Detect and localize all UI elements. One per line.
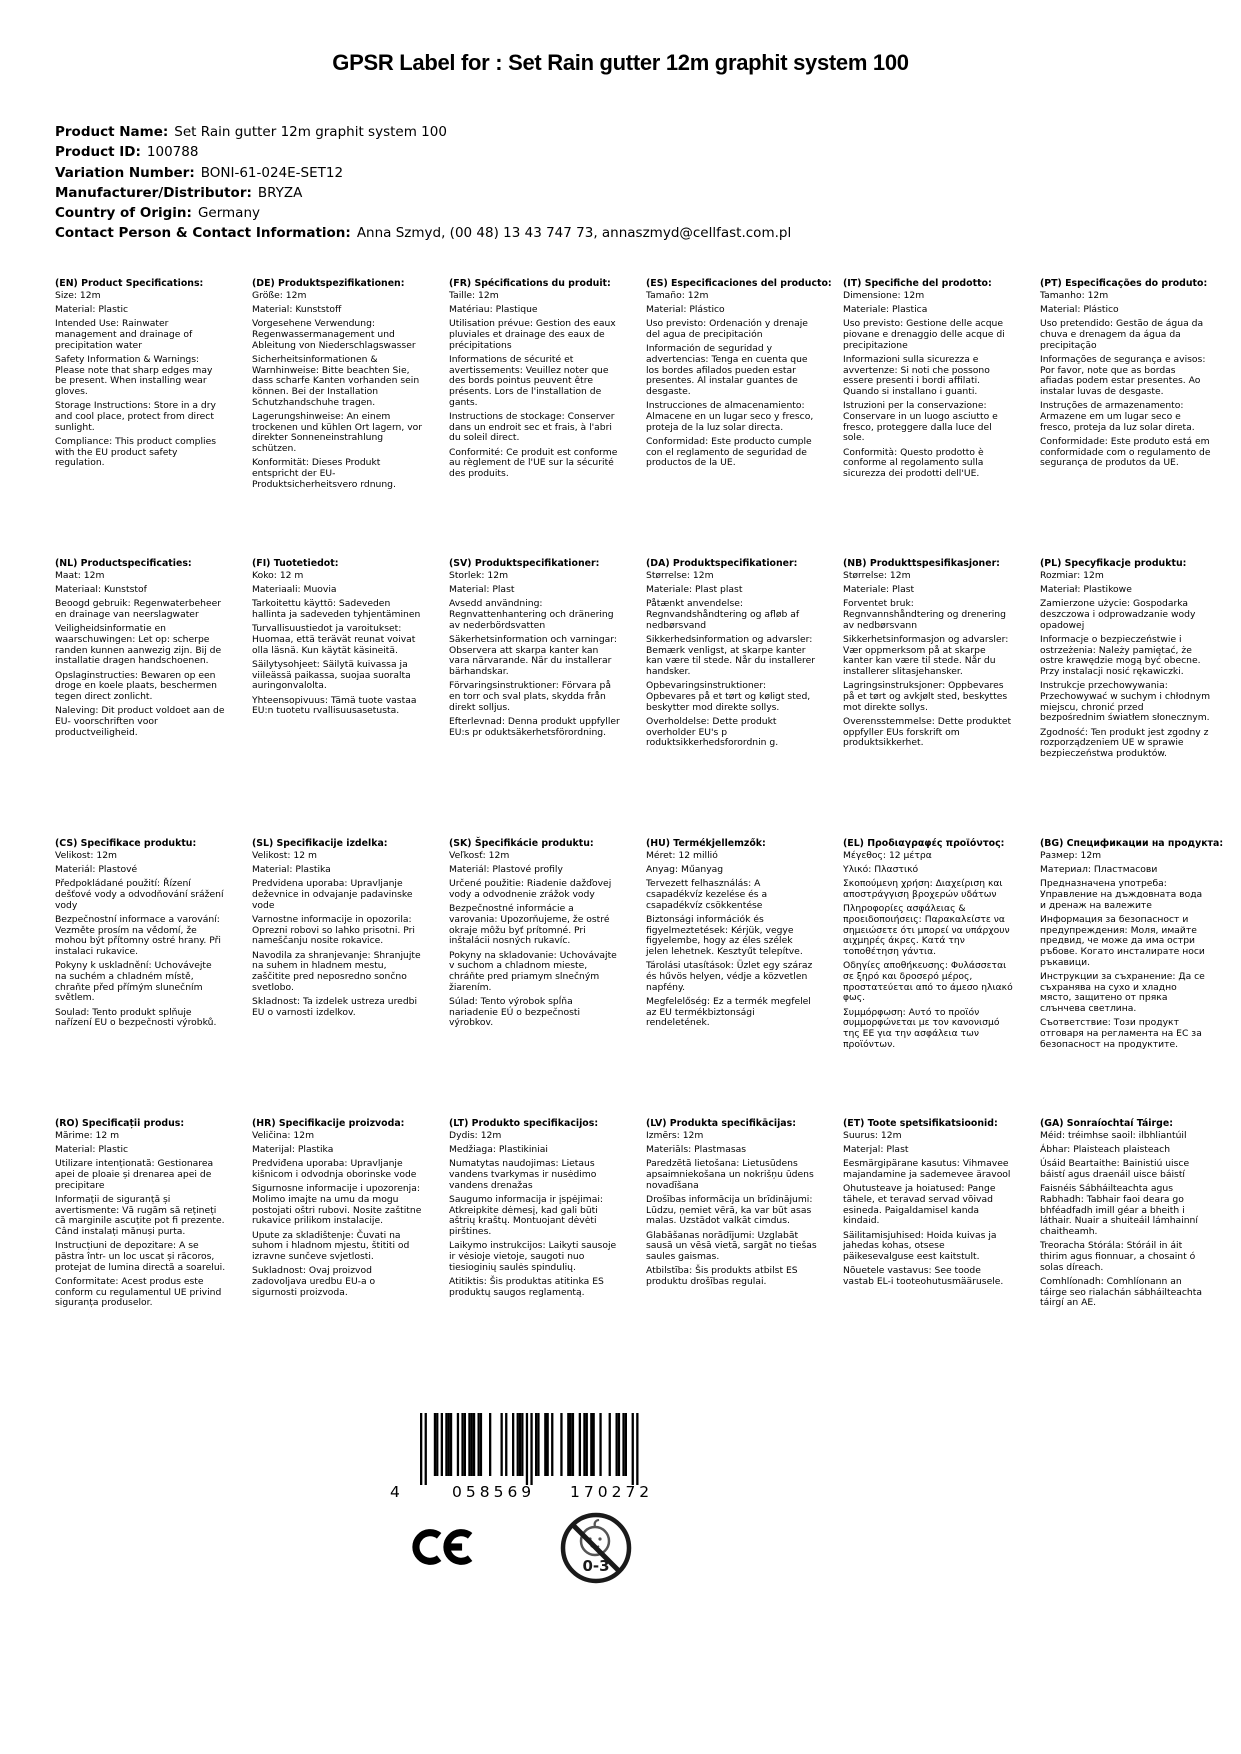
spec-paragraph: Materiaal: Kunststof	[55, 584, 147, 596]
spec-section	[252, 278, 449, 558]
spec-paragraph: Numatytas naudojimas: Lietaus vandens tvarkymas ir nusėdimo vandens drenažas	[449, 1158, 597, 1191]
barcode-left-group: 058569	[452, 1483, 536, 1501]
spec-section-heading: (PT) Especificações do produto:	[1040, 278, 1208, 289]
product-info-value: BONI-61-024E-SET12	[200, 164, 344, 181]
spec-paragraph: Instructions de stockage: Conserver dans un endroit sec et frais, à l'abri du soleil direct.	[449, 411, 615, 444]
spec-paragraph: Veličina: 12m	[252, 1130, 315, 1141]
spec-paragraph: Avsedd användning: Regnvattenhantering och dränering av nederbördsvatten	[449, 598, 614, 631]
spec-section-heading: (EL) Προδιαγραφές προϊόντος:	[843, 838, 1005, 849]
spec-paragraph: Veiligheidsinformatie en waarschuwingen: Let op: scherpe randen kunnen aanwezig zijn. Bij de installatie dragen handschoenen.	[55, 623, 222, 667]
age-warning-0-3-icon	[558, 1508, 634, 1592]
product-info-block	[55, 122, 791, 244]
barcode-right-group: 170272	[570, 1483, 654, 1501]
product-info-value: Anna Szmyd, (00 48) 13 43 747 73, annaszmyd@cellfast.com.pl	[356, 225, 792, 242]
spec-paragraph: Материал: Пластмасови	[1040, 864, 1158, 876]
product-info-label: Product Name:	[55, 124, 169, 140]
spec-paragraph: Säkerhetsinformation och varningar: Observera att skarpa kanter kan vara närvarande. När du installerar bärhandskar.	[449, 634, 618, 678]
spec-paragraph: Информация за безопасност и предупреждения: Моля, имайте предвид, че може да има остри ръбове. Когато инсталирате носи ръкавици.	[1040, 914, 1205, 968]
spec-section	[646, 278, 843, 558]
barcode-first-digit: 4	[390, 1483, 400, 1501]
spec-section	[55, 838, 252, 1118]
spec-section-heading: (PL) Specyfikacje produktu:	[1040, 558, 1187, 569]
spec-section	[646, 1118, 843, 1398]
spec-paragraph: Pokyny k uskladnění: Uchovávejte na suchém a chladném místě, chraňte před přímým slunečním světlem.	[55, 960, 212, 1004]
spec-paragraph: Materiaali: Muovia	[252, 584, 337, 596]
spec-paragraph: Varnostne informacije in opozorila: Oprezni robovi so lahko prisotni. Pri nameščanju nosite rokavice.	[252, 914, 415, 947]
spec-paragraph: Safety Information & Warnings: Please note that sharp edges may be present. When installing wear gloves.	[55, 354, 213, 398]
spec-paragraph: Materjal: Plast	[843, 1144, 909, 1156]
spec-paragraph: Størrelse: 12m	[843, 570, 911, 581]
spec-paragraph: Materiał: Plastikowe	[1040, 584, 1132, 596]
spec-paragraph: Predviđena uporaba: Upravljanje kišnicom i odvodnja oborinske vode	[252, 1158, 417, 1181]
spec-paragraph: Οδηγίες αποθήκευσης: Φυλάσσεται σε ξηρό και δροσερό μέρος, προστατεύεται από το άμεσο ηλιακό φως.	[843, 960, 1013, 1004]
product-info-row	[55, 142, 791, 162]
page-title: GPSR Label for : Set Rain gutter 12m graphit system 100	[332, 50, 909, 75]
product-info-label: Country of Origin:	[55, 205, 192, 222]
ce-mark-icon	[412, 1518, 474, 1580]
spec-section	[252, 558, 449, 838]
spec-paragraph: Инструкции за съхранение: Да се съхранява на сухо и хладно място, защитено от пряка слънчева светлина.	[1040, 971, 1205, 1015]
spec-section-heading: (SV) Produktspecifikationer:	[449, 558, 600, 569]
spec-paragraph: Izmērs: 12m	[646, 1130, 704, 1141]
spec-section-heading: (FI) Tuotetiedot:	[252, 558, 339, 569]
spec-section-heading: (CS) Specifikace produktu:	[55, 838, 197, 849]
spec-section	[55, 1118, 252, 1398]
spec-paragraph: Μέγεθος: 12 μέτρα	[843, 850, 932, 861]
spec-paragraph: Material: Kunststoff	[252, 304, 342, 316]
spec-section	[843, 838, 1040, 1118]
spec-paragraph: Materiale: Plastica	[843, 304, 928, 316]
spec-paragraph: Sigurnosne informacije i upozorenja: Molimo imajte na umu da mogu postojati oštri rubovi. Nosite zaštitne rukavice prilikom instalacije.	[252, 1183, 422, 1227]
spec-paragraph: Vorgesehene Verwendung: Regenwassermanagement und Ableitung von Niederschlagswasser	[252, 318, 416, 351]
spec-paragraph: Taille: 12m	[449, 290, 499, 301]
spec-section	[1040, 278, 1237, 558]
spec-paragraph: Συμμόρφωση: Αυτό το προϊόν συμμορφώνεται με τον κανονισμό της ΕΕ για την ασφάλεια των προϊόντων.	[843, 1006, 1000, 1050]
spec-paragraph: Säilytysohjeet: Säilytä kuivassa ja viileässä paikassa, suojaa suoralta auringonvalolta.	[252, 658, 411, 692]
spec-paragraph: Materiál: Plastové	[55, 864, 138, 876]
product-info-value: BRYZA	[257, 184, 303, 201]
spec-paragraph: Overensstemmelse: Dette produktet oppfyller EUs forskrift om produktsikkerhet.	[843, 715, 1012, 749]
spec-paragraph: Velikost: 12 m	[252, 850, 317, 861]
spec-paragraph: Anyag: Műanyag	[646, 864, 724, 876]
spec-paragraph: Uso pretendido: Gestão de água da chuva e drenagem da água da precipitação	[1040, 318, 1204, 351]
spec-section	[1040, 1118, 1237, 1398]
spec-paragraph: Предназначена употреба: Управление на дъждовната вода и дренаж на валежите	[1040, 878, 1203, 911]
spec-section	[843, 278, 1040, 558]
spec-section	[252, 1118, 449, 1398]
spec-paragraph: Materiale: Plast plast	[646, 584, 743, 596]
spec-paragraph: Určené použitie: Riadenie dažďovej vody a odvodnenie zrážok vody	[449, 878, 612, 901]
spec-paragraph: Dimensione: 12m	[843, 290, 925, 301]
spec-paragraph: Conformidad: Este producto cumple con el reglamento de seguridad de productos de la UE.	[646, 435, 812, 469]
spec-section	[449, 1118, 646, 1398]
product-info-row	[55, 163, 791, 183]
spec-paragraph: Velikost: 12m	[55, 850, 117, 861]
spec-paragraph: Bezpečnostné informácie a varovania: Upozorňujeme, že ostré okraje môžu byť prítomné. Pri inštalácii nosných rukavíc.	[449, 903, 610, 947]
spec-paragraph: Rozmiar: 12m	[1040, 570, 1104, 581]
spec-paragraph: Tervezett felhasználás: A csapadékvíz kezelése és a csapadékvíz csökkentése	[646, 878, 768, 911]
spec-paragraph: Conformidade: Este produto está em conformidade com o regulamento de segurança de produtos da UE.	[1040, 435, 1211, 469]
product-info-value: Set Rain gutter 12m graphit system 100	[174, 124, 447, 140]
spec-paragraph: Tamaño: 12m	[646, 290, 709, 301]
spec-paragraph: Informații de siguranță și avertismente: Vă rugăm să rețineți că marginile ascuțite pot fi prezente. Când instalați mănuși purta.	[55, 1194, 225, 1238]
spec-paragraph: Storlek: 12m	[449, 570, 509, 581]
spec-paragraph: Größe: 12m	[252, 290, 307, 301]
spec-paragraph: Material: Plastic	[55, 1144, 129, 1156]
spec-paragraph: Nõuetele vastavus: See toode vastab EL-i tooteohutusmäärusele.	[843, 1265, 1004, 1287]
spec-section-heading: (IT) Specifiche del prodotto:	[843, 278, 992, 289]
spec-section-heading: (LV) Produkta specifikācijas:	[646, 1118, 796, 1129]
spec-paragraph: Materiál: Plastové profily	[449, 864, 563, 876]
spec-section-heading: (EN) Product Specifications:	[55, 278, 204, 289]
spec-section-heading: (NL) Productspecificaties:	[55, 558, 192, 569]
spec-paragraph: Materijal: Plastika	[252, 1144, 334, 1156]
spec-paragraph: Laikymo instrukcijos: Laikyti sausoje ir vėsioje vietoje, saugoti nuo tiesioginių saulės spindulių.	[449, 1240, 617, 1273]
spec-paragraph: Megfelelőség: Ez a termék megfelel az EU termékbiztonsági rendeletének.	[646, 995, 811, 1029]
spec-paragraph: Atitiktis: Šis produktas atitinka ES produktų saugos reglamentą.	[449, 1275, 604, 1298]
specs-grid	[55, 278, 1237, 1398]
product-info-row	[55, 223, 791, 243]
spec-paragraph: Material: Plastic	[55, 304, 129, 316]
spec-section	[55, 278, 252, 558]
spec-section-heading: (BG) Спецификации на продукта:	[1040, 838, 1224, 849]
spec-paragraph: Størrelse: 12m	[646, 570, 714, 581]
spec-section	[843, 558, 1040, 838]
spec-paragraph: Material: Plast	[449, 584, 515, 596]
spec-paragraph: Sikkerhetsinformasjon og advarsler: Vær oppmerksom på at skarpe kanter kan være til stede. Når du installerer slitasjehansker.	[843, 634, 1009, 678]
spec-paragraph: Soulad: Tento produkt splňuje nařízení EU o bezpečnosti výrobků.	[55, 1006, 217, 1029]
spec-section-heading: (SK) Špecifikácie produktu:	[449, 838, 594, 849]
spec-paragraph: Ábhar: Plaisteach plaisteach	[1040, 1144, 1171, 1156]
spec-paragraph: Размер: 12m	[1040, 850, 1102, 861]
spec-paragraph: Suurus: 12m	[843, 1130, 902, 1141]
product-info-row	[55, 122, 791, 142]
spec-paragraph: Zamierzone użycie: Gospodarka deszczowa i odprowadzanie wody opadowej	[1040, 598, 1196, 631]
spec-paragraph: Uso previsto: Gestione delle acque piovane e drenaggio delle acque di precipitazione	[843, 318, 1005, 351]
spec-paragraph: Förvaringsinstruktioner: Förvara på en torr och sval plats, skydda från direkt solljus.	[449, 680, 611, 713]
spec-paragraph: Conformitate: Acest produs este conform cu regulamentul UE privind siguranța produselor.	[55, 1275, 222, 1309]
spec-section	[252, 838, 449, 1118]
spec-paragraph: Instrucțiuni de depozitare: A se păstra într- un loc uscat și răcoros, protejat de lumina directă a soarelui.	[55, 1240, 226, 1273]
spec-section-heading: (GA) Sonraíochtaí Táirge:	[1040, 1118, 1173, 1129]
barcode-bars-icon	[420, 1413, 639, 1485]
spec-section-heading: (LT) Produkto specifikacijos:	[449, 1118, 599, 1129]
ean-barcode	[420, 1413, 639, 1489]
spec-paragraph: Material: Plastika	[252, 864, 331, 876]
spec-paragraph: Istruzioni per la conservazione: Conservare in un luogo asciutto e fresco, proteggere dalla luce del sole.	[843, 400, 998, 444]
spec-paragraph: Ohutusteave ja hoiatused: Pange tähele, et teravad servad võivad esineda. Paigaldamisel kanda kindaid.	[843, 1183, 996, 1227]
spec-section-heading: (DA) Produktspecifikationer:	[646, 558, 798, 569]
spec-section-heading: (ES) Especificaciones del producto:	[646, 278, 832, 289]
spec-paragraph: Paredzētā lietošana: Lietusūdens apsaimniekošana un nokrišņu ūdens novadīšana	[646, 1158, 814, 1191]
product-info-label: Contact Person & Contact Information:	[55, 225, 351, 242]
spec-paragraph: Medžiaga: Plastikiniai	[449, 1144, 548, 1156]
spec-paragraph: Informações de segurança e avisos: Por favor, note que as bordas afiadas podem estar presentes. Ao instalar luvas de desgaste.	[1040, 354, 1206, 398]
product-info-label: Variation Number:	[55, 164, 195, 181]
spec-paragraph: Navodila za shranjevanje: Shranjujte na suhem in hladnem mestu, zaščitite pred neposredno sončno svetlobo.	[252, 949, 421, 993]
spec-paragraph: Instrucciones de almacenamiento: Almacene en un lugar seco y fresco, proteja de la luz solar directa.	[646, 400, 814, 433]
spec-paragraph: Mărime: 12 m	[55, 1130, 120, 1141]
spec-paragraph: Maat: 12m	[55, 570, 105, 581]
spec-paragraph: Turvallisuustiedot ja varoitukset: Huomaa, että terävät reunat voivat olla läsnä. Kun käytät käsineitä.	[252, 623, 416, 656]
spec-section	[843, 1118, 1040, 1398]
spec-paragraph: Forventet bruk: Regnvannshåndtering og drenering av nedbørsvann	[843, 598, 1006, 631]
spec-paragraph: Faisnéis Sábháilteachta agus Rabhadh: Tabhair faoi deara go bhféadfadh imill géar a bheith i láthair. Nuair a shuiteáil lámhainní chaitheamh.	[1040, 1183, 1198, 1238]
spec-paragraph: Material: Plástico	[646, 304, 725, 316]
spec-paragraph: Informacje o bezpieczeństwie i ostrzeżenia: Należy pamiętać, że ostre krawędzie mogą być obecne. Przy instalacji nosić rękawiczki.	[1040, 634, 1201, 678]
spec-paragraph: Drošības informācija un brīdinājumi: Lūdzu, ņemiet vērā, ka var būt asas malas. Uzstādot valkāt cimdus.	[646, 1194, 813, 1227]
product-info-row	[55, 203, 791, 223]
spec-paragraph: Comhlíonadh: Comhlíonann an táirge seo rialachán sábháilteachta táirgí an AE.	[1040, 1275, 1202, 1309]
spec-paragraph: Sikkerhedsinformation og advarsler: Bemærk venligst, at skarpe kanter kan være til stede. Når du installerer handsker.	[646, 634, 816, 678]
spec-section-heading: (RO) Specificații produs:	[55, 1118, 185, 1129]
product-info-label: Product ID:	[55, 144, 141, 161]
product-info-value: Germany	[197, 205, 260, 222]
spec-paragraph: Upute za skladištenje: Čuvati na suhom i hladnom mjestu, štititi od izravne sunčeve svjetlosti.	[252, 1229, 410, 1263]
spec-section	[1040, 558, 1237, 838]
spec-paragraph: Lagerungshinweise: An einem trockenen und kühlen Ort lagern, vor direkter Sonneneinstrahlung schützen.	[252, 411, 423, 455]
age-warning-label: 0-3	[582, 1557, 610, 1575]
spec-paragraph: Instruções de armazenamento: Armazene em um lugar seco e fresco, proteja da luz solar direta.	[1040, 400, 1195, 433]
spec-paragraph: Storage Instructions: Store in a dry and cool place, protect from direct sunlight.	[55, 400, 216, 433]
spec-paragraph: Intended Use: Rainwater management and drainage of precipitation water	[55, 318, 193, 351]
product-info-label: Manufacturer/Distributor:	[55, 184, 252, 201]
spec-paragraph: Bezpečnostní informace a varování: Vezměte prosím na vědomí, že mohou být přítomny ostré hrany. Při instalaci rukavice.	[55, 914, 221, 958]
spec-paragraph: Naleving: Dit product voldoet aan de EU- voorschriften voor productveiligheid.	[55, 705, 225, 738]
spec-section	[449, 838, 646, 1118]
spec-paragraph: Predvidena uporaba: Upravljanje deževnice in odvajanje padavinske vode	[252, 878, 413, 911]
spec-section	[55, 558, 252, 838]
spec-paragraph: Skladnost: Ta izdelek ustreza uredbi EU o varnosti izdelkov.	[252, 995, 418, 1018]
spec-paragraph: Utilisation prévue: Gestion des eaux pluviales et drainage des eaux de précipitations	[449, 318, 616, 351]
spec-paragraph: Yhteensopivuus: Tämä tuote vastaa EU:n tuotetu rvallisuusasetusta.	[252, 694, 417, 717]
spec-paragraph: Biztonsági információk és figyelmeztetések: Kérjük, vegye figyelembe, hogy az éles szélek jelen lehetnek. Kesztyűt telepítve.	[646, 914, 803, 958]
spec-paragraph: Konformität: Dieses Produkt entspricht der EU-Produktsicherheitsvero rdnung.	[252, 457, 396, 490]
spec-section-heading: (ET) Toote spetsifikatsioonid:	[843, 1118, 998, 1129]
spec-paragraph: Opbevaringsinstruktioner: Opbevares på et tørt og køligt sted, beskytter mod direkte sollys.	[646, 680, 811, 713]
spec-paragraph: Υλικό: Πλαστικό	[843, 864, 919, 876]
spec-paragraph: Glabāšanas norādījumi: Uzglabāt sausā un vēsā vietā, sargāt no tiešas saules gaismas.	[646, 1229, 817, 1263]
spec-section	[646, 838, 843, 1118]
spec-paragraph: Koko: 12 m	[252, 570, 304, 581]
spec-section-heading: (HU) Termékjellemzők:	[646, 838, 766, 849]
spec-paragraph: Información de seguridad y advertencias: Tenga en cuenta que los bordes afilados pueden estar presentes. Al instalar guantes de desgaste.	[646, 343, 808, 398]
spec-paragraph: Tamanho: 12m	[1040, 290, 1109, 301]
spec-paragraph: Beoogd gebruik: Regenwaterbeheer en drainage van neerslagwater	[55, 598, 222, 621]
spec-section	[449, 278, 646, 558]
spec-paragraph: Tarkoitettu käyttö: Sadeveden hallinta ja sadeveden tyhjentäminen	[252, 598, 421, 621]
spec-paragraph: Conformità: Questo prodotto è conforme al regolamento sulla sicurezza dei prodotti dell'UE.	[843, 446, 984, 480]
spec-paragraph: Súlad: Tento výrobok spĺňa nariadenie EÚ o bezpečnosti výrobkov.	[449, 995, 581, 1029]
spec-paragraph: Sicherheitsinformationen & Warnhinweise: Bitte beachten Sie, dass scharfe Kanten vorhanden sein können. Bei der Installation Schutzhandschuhe tragen.	[252, 354, 420, 408]
spec-paragraph: Overholdelse: Dette produkt overholder EU's p roduktsikkerhedsforordnin g.	[646, 715, 779, 749]
spec-paragraph: Tárolási utasítások: Üzlet egy száraz és hűvös helyen, védje a közvetlen napfény.	[646, 960, 813, 993]
spec-paragraph: Pokyny na skladovanie: Uchovávajte v suchom a chladnom mieste, chráňte pred priamym slnečným žiarením.	[449, 949, 617, 993]
spec-paragraph: Matériau: Plastique	[449, 304, 538, 316]
spec-paragraph: Utilizare intenționată: Gestionarea apei de ploaie și drenarea apei de precipitare	[55, 1158, 214, 1191]
spec-paragraph: Instrukcje przechowywania: Przechowywać w suchym i chłodnym miejscu, chronić przed bezpośrednim światłem słonecznym.	[1040, 680, 1211, 724]
spec-paragraph: Conformité: Ce produit est conforme au règlement de l'UE sur la sécurité des produits.	[449, 446, 618, 480]
spec-section-heading: (DE) Produktspezifikationen:	[252, 278, 405, 289]
spec-paragraph: Compliance: This product complies with the EU product safety regulation.	[55, 435, 217, 469]
spec-paragraph: Zgodność: Ten produkt jest zgodny z rozporządzeniem UE w sprawie bezpieczeństwa produktów.	[1040, 726, 1209, 760]
spec-section-heading: (SL) Specifikacije izdelka:	[252, 838, 388, 849]
spec-section	[1040, 838, 1237, 1118]
spec-paragraph: Méid: tréimhse saoil: ilbhliantúil	[1040, 1130, 1187, 1141]
product-info-value: 100788	[146, 144, 199, 161]
spec-paragraph: Materiale: Plast	[843, 584, 915, 596]
spec-paragraph: Съответствие: Този продукт отговаря на регламента на ЕС за безопасност на продуктите.	[1040, 1017, 1202, 1050]
spec-section-heading: (HR) Specifikacije proizvoda:	[252, 1118, 405, 1129]
spec-section	[449, 558, 646, 838]
spec-paragraph: Materiāls: Plastmasas	[646, 1144, 747, 1156]
spec-paragraph: Σκοπούμενη χρήση: Διαχείριση και αποστράγγιση βροχερών υδάτων	[843, 878, 1003, 901]
spec-paragraph: Dydis: 12m	[449, 1130, 502, 1141]
spec-paragraph: Eesmärgipärane kasutus: Vihmavee majandamine ja sademevee äravool	[843, 1158, 1011, 1181]
spec-paragraph: Veľkosť: 12m	[449, 850, 510, 861]
product-info-row	[55, 183, 791, 203]
spec-paragraph: Påtænkt anvendelse: Regnvandshåndtering og afløb af nedbørsvand	[646, 598, 800, 631]
spec-paragraph: Méret: 12 millió	[646, 850, 718, 861]
spec-paragraph: Πληροφορίες ασφάλειας & προειδοποιήσεις: Παρακαλείστε να σημειώσετε ότι μπορεί να υπάρχουν αιχμηρές άκρες. Κατά την τοποθέτηση γάντια.	[843, 903, 1010, 958]
spec-paragraph: Efterlevnad: Denna produkt uppfyller EU:s pr oduktsäkerhetsförordning.	[449, 715, 620, 738]
spec-paragraph: Informations de sécurité et avertissements: Veuillez noter que des bords pointus peuvent être présents. Lors de l'installation de gants.	[449, 354, 609, 408]
spec-paragraph: Lagringsinstruksjoner: Oppbevares på et tørt og avkjølt sted, beskyttes mot direkte sollys.	[843, 680, 1008, 713]
spec-paragraph: Size: 12m	[55, 290, 101, 301]
spec-paragraph: Saugumo informacija ir įspėjimai: Atkreipkite dėmesį, kad gali būti aštrių kraštų. Montuojant dėvėti pirštines.	[449, 1194, 603, 1238]
spec-section-heading: (NB) Produkttspesifikasjoner:	[843, 558, 1000, 569]
spec-paragraph: Säilitamisjuhised: Hoida kuivas ja jahedas kohas, otsese päikesevalguse eest kaitstult.	[843, 1229, 997, 1263]
spec-paragraph: Opslaginstructies: Bewaren op een droge en koele plaats, beschermen tegen direct zonlicht.	[55, 669, 217, 703]
spec-paragraph: Treoracha Stórála: Stóráil in áit thirim agus fionnuar, a chosaint ó solas díreach.	[1040, 1240, 1196, 1273]
spec-section-heading: (FR) Spécifications du produit:	[449, 278, 611, 289]
spec-paragraph: Atbilstība: Šis produkts atbilst ES produktu drošības regulai.	[646, 1265, 798, 1287]
spec-paragraph: Informazioni sulla sicurezza e avvertenze: Si noti che possono essere presenti i bordi affilati. Quando si installano i guanti.	[843, 354, 990, 398]
spec-paragraph: Předpokládané použití: Řízení dešťové vody a odvodňování srážení vody	[55, 878, 224, 911]
spec-paragraph: Material: Plástico	[1040, 304, 1119, 316]
spec-paragraph: Sukladnost: Ovaj proizvod zadovoljava uredbu EU-a o sigurnosti proizvoda.	[252, 1265, 376, 1298]
spec-paragraph: Úsáid Beartaithe: Bainistiú uisce báistí agus draenáil uisce báistí	[1040, 1158, 1190, 1181]
spec-section	[646, 558, 843, 838]
spec-paragraph: Uso previsto: Ordenación y drenaje del agua de precipitación	[646, 318, 808, 341]
